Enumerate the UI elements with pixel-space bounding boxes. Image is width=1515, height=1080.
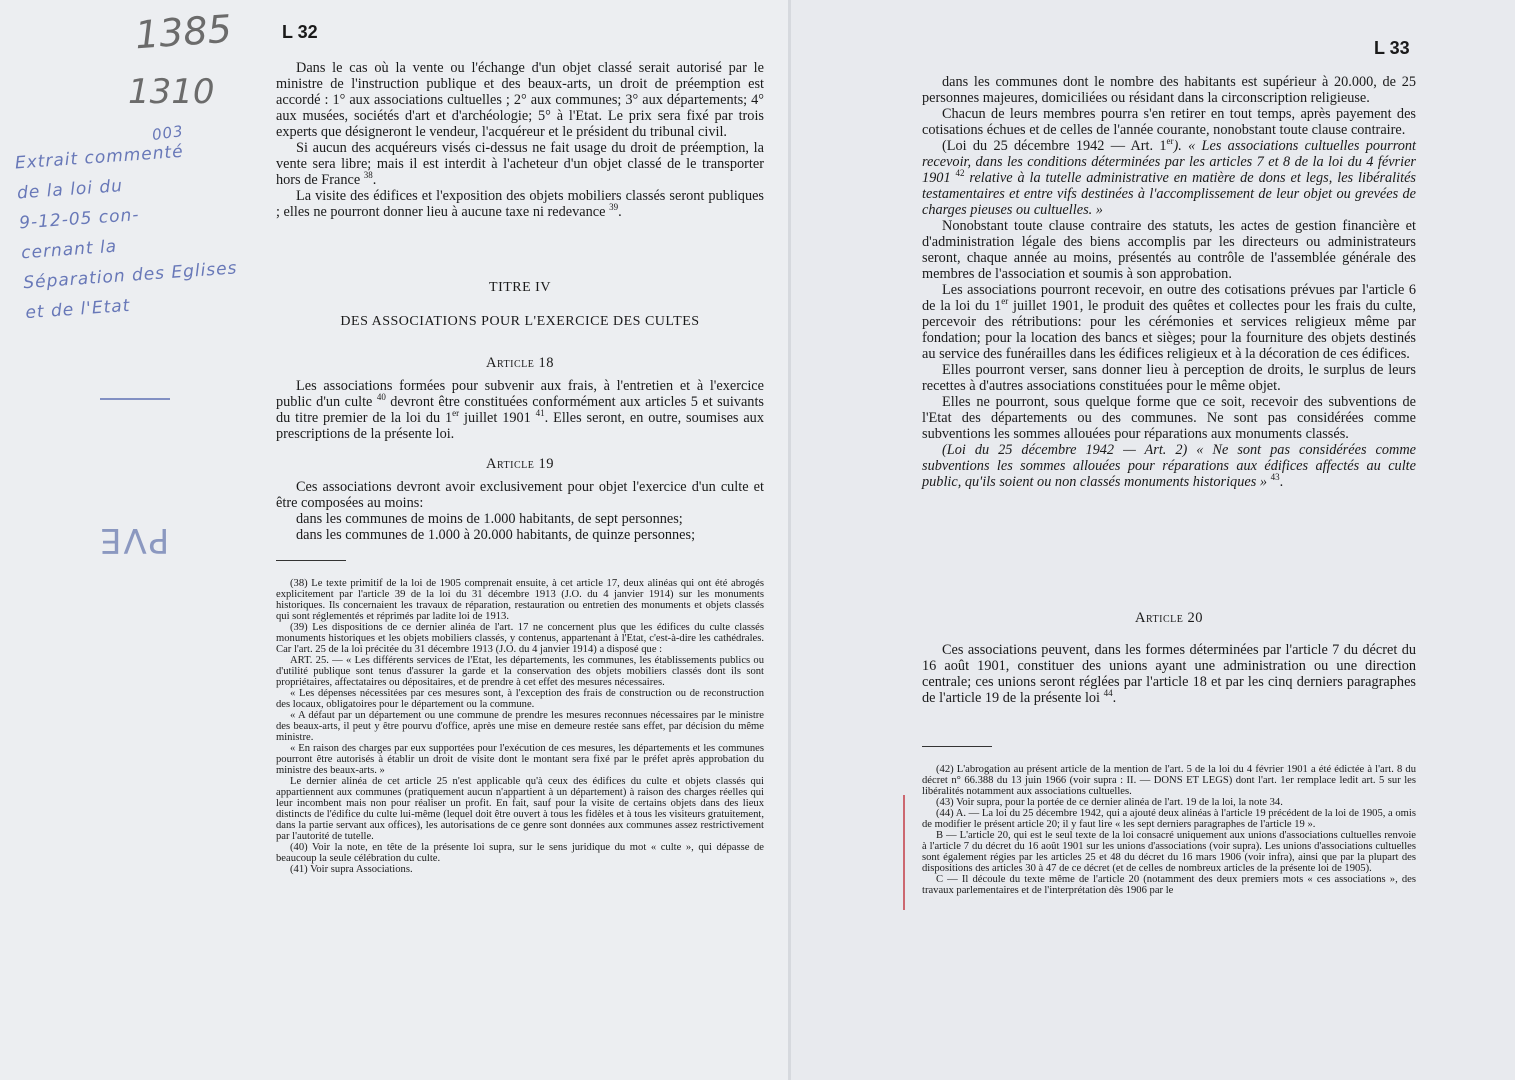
- paragraph-text: La visite des édifices et l'exposition des objets mobiliers classés seront publiques ; elles ne pourront donner lieu à aucune taxe ni redevance: [276, 188, 764, 220]
- footnote-ref: 40: [376, 392, 386, 403]
- paragraph: (Loi du 25 décembre 1942 — Art. 2) « Ne sont pas considérées comme subventions les sommes allouées pour réparations aux édifices affectés au culte public, qu'ils soient ou non classés monuments historiques » $^{43}$.: [922, 442, 1416, 490]
- footnote-ref: 42: [955, 168, 965, 179]
- left-footnotes: [276, 578, 764, 875]
- handwritten-line: Extrait commenté: [14, 141, 185, 174]
- footnote-ref: 43: [1270, 472, 1280, 483]
- footnote: Le dernier alinéa de cet article 25 n'est applicable qu'à ceux des édifices du culte et objets classés qui appartiennent aux communes (pratiquement aucun n'appartient à un département) à raison des charges réelles qui leur incombent mais non pour réaliser un profit. En fait, sauf pour la visite de certains objets dans des lieux distincts de l'édifice du culte lui-même (lequel doit être ouvert à tous les fidèles et à tous les visiteurs gratuitement, dans la partie servant aux offices), les autorisations de ce genre sont données aux communes assez restrictivement par l'autorité de tutelle.: [276, 776, 764, 842]
- article-18-text: [276, 378, 764, 442]
- paragraph: Dans le cas où la vente ou l'échange d'un objet classé serait autorisé par le ministre de l'instruction publique et des beaux-arts, un droit de préemption est accordé : 1° aux associations cultuelles ; 2° aux communes; 3° aux départements; 4° aux musées, sociétés d'art et d'archéologie; 5° à l'Etat. Le prix sera fixé par trois experts que désigneront le vendeur, l'acquéreur et le président du tribunal civil.: [276, 60, 764, 140]
- titre-heading: TITRE IV: [489, 280, 551, 295]
- paragraph: La visite des édifices et l'exposition des objets mobiliers classés seront publiques ; elles ne pourront donner lieu à aucune taxe ni redevance $^{39}$.: [276, 188, 764, 220]
- article-20-text: [922, 642, 1416, 706]
- right-footnotes: [922, 764, 1416, 896]
- footnote: (39) Les dispositions de ce dernier alinéa de l'art. 17 ne concernent plus que les édifices du culte classés monuments historiques et les objets mobiliers classés, y contenus, appartenant à l'Etat, c'est-à-dire les cathédrales. Car l'art. 25 de la loi précitée du 31 décembre 1913 (J.O. du 4 janvier 1914) a disposé que :: [276, 622, 764, 655]
- text: ). « Les associations cultuelles pourront recevoir, dans les conditions déterminées par les articles 7 et 8 de la loi du 4 février 1901: [922, 138, 1417, 186]
- handwritten-note: [14, 132, 266, 328]
- left-main-text: [276, 60, 764, 220]
- handwritten-number-003: 003: [150, 121, 185, 145]
- superscript: er: [1166, 136, 1174, 147]
- paragraph: [922, 282, 1416, 362]
- handwritten-number-1385: 1385: [133, 6, 234, 58]
- paragraph: Elles pourront verser, sans donner lieu à perception de droits, le surplus de leurs recettes à d'autres associations constituées pour le même objet.: [922, 362, 1416, 394]
- text: (Loi du 25 décembre 1942 — Art. 1: [942, 138, 1167, 154]
- handwritten-line: Séparation des Eglises: [22, 258, 239, 294]
- paragraph: Si aucun des acquéreurs visés ci-dessus ne fait usage du droit de préemption, la vente sera libre; mais il est interdit à l'acheteur d'un objet classé de le transporter hors de France $^{38}$.: [276, 140, 764, 188]
- article-19-heading: Article 19: [486, 456, 554, 472]
- footnote: (38) Le texte primitif de la loi de 1905 comprenait ensuite, à cet article 17, deux alinéas qui ont été abrogés explicitement par l'article 39 de la loi du 31 décembre 1913 (J.O. du 4 janvier 1914) sur les monuments historiques. Ils concernaient les travaux de réparation, restauration ou entretien des monuments et objets classés qui sont réglementés et réprimés par ladite loi de 1913.: [276, 578, 764, 622]
- titre-subheading: DES ASSOCIATIONS POUR L'EXERCICE DES CULTES: [340, 314, 700, 329]
- footnote-ref: 44: [1103, 688, 1113, 699]
- text: (Loi du 25 décembre 1942 — Art. 2) « Ne sont pas considérées comme subventions les sommes allouées pour réparations aux édifices affectés au culte public, qu'ils soient ou non classés monuments historiques »: [922, 442, 1416, 490]
- text: Ces associations peuvent, dans les formes déterminées par l'article 7 du décret du 16 août 1901, constituer des unions ayant une administration ou une direction centrale; ces unions seront réglées par l'article 18 et par les cinq derniers paragraphes de l'article 19 de la présente loi: [922, 642, 1416, 706]
- paragraph: Ces associations peuvent, dans les formes déterminées par l'article 7 du décret du 16 août 1901, constituer des unions ayant une administration ou une direction centrale; ces unions seront réglées par l'article 18 et par les cinq derniers paragraphes de l'article 19 de la présente loi $^{44}$.: [922, 642, 1416, 706]
- handwritten-line: de la loi du: [16, 176, 124, 204]
- page-spine: [788, 0, 791, 1080]
- text: Les associations pourront recevoir, en outre des cotisations prévues par l'article 6 de la loi du 1: [922, 282, 1416, 314]
- paragraph: Ces associations devront avoir exclusivement pour objet l'exercice d'un culte et être composées au moins:: [276, 479, 764, 511]
- footnote-ref: 39: [609, 202, 619, 213]
- handwritten-line: 9-12-05 con-: [18, 205, 141, 234]
- text: Les associations formées pour subvenir aux frais, à l'entretien et à l'exercice public d'un culte: [276, 378, 764, 410]
- paragraph: Elles ne pourront, sous quelque forme que ce soit, recevoir des subventions de l'Etat des départements ou des communes. Ne sont pas considérées comme subventions les sommes allouées pour réparations aux monuments classés.: [922, 394, 1416, 442]
- footnote-ref: 41: [535, 408, 545, 419]
- paragraph: [922, 138, 1416, 218]
- paragraph: dans les communes de 1.000 à 20.000 habitants, de quinze personnes;: [296, 527, 696, 543]
- footnote: « Les dépenses nécessitées par ces mesures sont, à l'exception des frais de construction ou de reconstruction des locaux, obligatoires pour le département ou la commune.: [276, 688, 764, 710]
- article-18-heading: Article 18: [486, 355, 554, 371]
- footnote: (42) L'abrogation au présent article de la mention de l'art. 5 de la loi du 4 février 1901 a été édictée à l'art. 8 du décret n° 66.388 du 13 juin 1966 (voir supra : II. — DONS ET LEGS) dont l'art. 1er remplace ledit art. 5 sur les libéralités notamment aux associations cultuelles.: [922, 764, 1416, 797]
- red-margin-mark: [903, 795, 905, 910]
- article-19-text: [276, 479, 764, 543]
- text: juillet 1901: [463, 410, 531, 426]
- paragraph: Nonobstant toute clause contraire des statuts, les actes de gestion financière et d'administration légale des biens accomplis par les directeurs ou administrateurs seront, chaque année au moins, présentés au contrôle de l'assemblée générale des membres de l'association et soumis à son approbation.: [922, 218, 1416, 282]
- page-number-right: L 33: [1374, 38, 1410, 58]
- footnote: « En raison des charges par eux supportées pour l'exécution de ces mesures, les départements et les communes pourront être autorisés à établir un droit de visite dont le montant sera fixé par le préfet après approbation du ministre des beaux-arts. »: [276, 743, 764, 776]
- footnote: ART. 25. — « Les différents services de l'Etat, les départements, les communes, les établissements publics ou d'utilité publique sont tenus d'assurer la garde et la conservation des objets mobiliers classés dont ils sont propriétaires, affectataires ou dépositaires, et de prendre à cet effet des mesures nécessaires.: [276, 655, 764, 688]
- handwritten-line: cernant la: [20, 236, 118, 264]
- footnote-separator: [276, 560, 346, 561]
- pve-stamp: PVE: [98, 520, 170, 560]
- footnote: (44) A. — La loi du 25 décembre 1942, qui a ajouté deux alinéas à l'article 19 précédent de la loi de 1905, a omis de modifier le présent article 20; il y faut lire « les sept derniers paragraphes de l'article 19 ».: [922, 808, 1416, 830]
- footnote: « A défaut par un département ou une commune de prendre les mesures reconnues nécessaires par le ministre des beaux-arts, il peut y être pourvu d'office, après une mise en demeure restée sans effet, par décision du même ministre.: [276, 710, 764, 743]
- paragraph: Chacun de leurs membres pourra s'en retirer en tout temps, après payement des cotisations échues et de celles de l'année courante, nonobstant toute clause contraire.: [922, 106, 1416, 138]
- footnote: B — L'article 20, qui est le seul texte de la loi consacré uniquement aux unions d'associations cultuelles renvoie à l'article 7 du décret du 16 août 1901 sur les unions d'associations (voir supra). Les unions d'associations cultuelles sont également régies par les articles 25 et 48 du décret du 16 mars 1906 (voir infra), ainsi que par la plupart des dispositions des articles 30 à 47 de ce décret (et de celles de nombreux articles de la présente loi de 1905).: [922, 830, 1416, 874]
- paragraph: dans les communes de moins de 1.000 habitants, de sept personnes;: [296, 511, 683, 527]
- text: . Elles seront, en outre, soumises aux prescriptions de la présente loi.: [276, 410, 764, 442]
- text: devront être constituées conformément aux articles 5 et suivants du titre premier de la loi du 1: [276, 394, 764, 426]
- superscript: er: [1001, 296, 1009, 307]
- footnote: (41) Voir supra Associations.: [290, 864, 413, 875]
- footnote-ref: 38: [363, 170, 373, 181]
- handwritten-underline: [100, 398, 170, 400]
- footnote: C — Il découle du texte même de l'article 20 (notamment des deux premiers mots « ces associations », des travaux parlementaires et de l'interprétation dès 1906 par le: [922, 874, 1416, 896]
- handwritten-number-1310: 1310: [128, 72, 215, 112]
- handwritten-line: et de l'Etat: [24, 295, 132, 324]
- article-20-heading: Article 20: [1135, 610, 1203, 626]
- footnote: (43) Voir supra, pour la portée de ce dernier alinéa de l'art. 19 de la loi, la note 34.: [936, 797, 1283, 808]
- paragraph-text: Si aucun des acquéreurs visés ci-dessus ne fait usage du droit de préemption, la vente sera libre; mais il est interdit à l'acheteur d'un objet classé de le transporter hors de France: [276, 140, 764, 188]
- paragraph: dans les communes dont le nombre des habitants est supérieur à 20.000, de 25 personnes majeures, domiciliées ou résidant dans la circonscription religieuse.: [922, 74, 1416, 106]
- right-main-text: [922, 74, 1416, 490]
- footnote: (40) Voir la note, en tête de la présente loi supra, sur le sens juridique du mot « culte », qui dépasse de beaucoup la seule célébration du culte.: [276, 842, 764, 864]
- paragraph: [276, 378, 764, 442]
- text: juillet 1901, le produit des quêtes et collectes pour les frais du culte, percevoir des rétributions: pour les cérémonies et services religieux même par fondation; pour la location des bancs et sièges; pour la fourniture des objets destinés au service des funérailles dans les édifices religieux et à la décoration de ces édifices.: [922, 298, 1416, 362]
- text: relative à la tutelle administrative en matière de dons et legs, les libéralités testamentaires et entre vifs destinées à l'accomplissement de leur objet ou grevées de charges pieuses ou cultuelles. »: [922, 170, 1416, 218]
- superscript: er: [452, 408, 460, 419]
- footnote-separator: [922, 746, 992, 747]
- page-number-left: L 32: [282, 22, 318, 42]
